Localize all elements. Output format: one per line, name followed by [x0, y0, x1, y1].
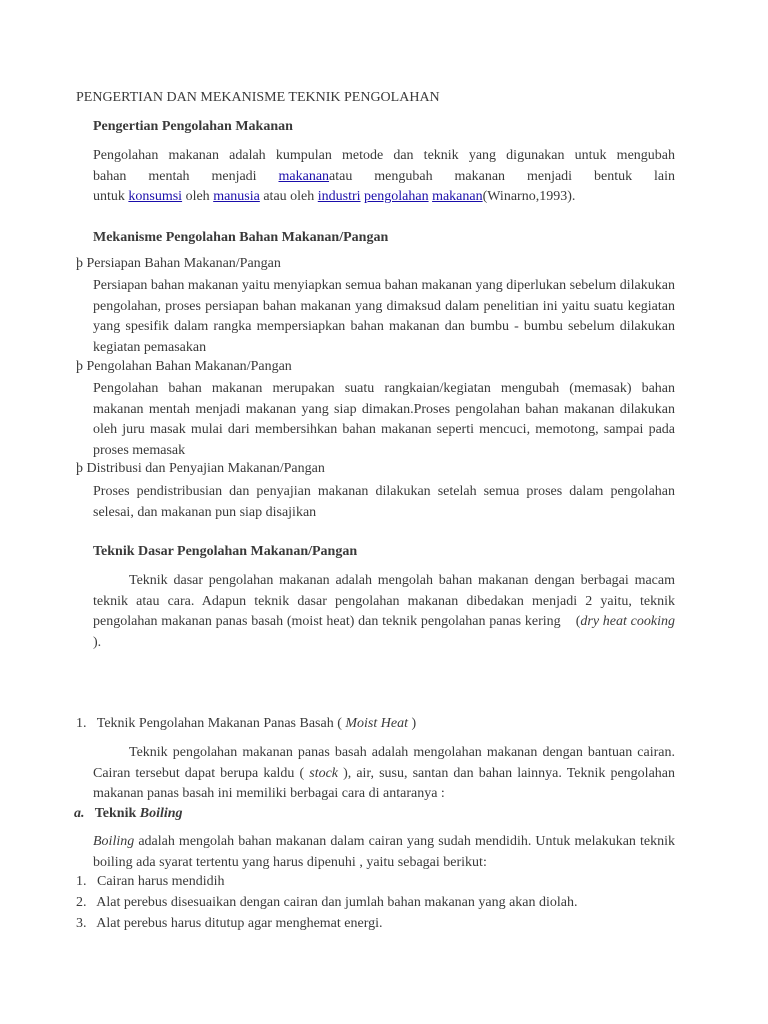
text-span: adalah mengolah bahan makanan dalam cairan yang sudah mendidih. Untuk melakukan teknik boiling ada syarat tertentu yang harus dipenuhi , yaitu sebagai berikut: — [93, 834, 675, 870]
link-industri[interactable]: industri — [317, 189, 361, 204]
checkbox-bullet-icon: þ — [76, 359, 83, 374]
numbered-heading — [76, 716, 416, 732]
bullet-title-text: Distribusi dan Penyajian Makanan/Pangan — [86, 461, 325, 476]
italic-term: dry heat cooking — [580, 614, 675, 629]
section-heading-teknik-dasar: Teknik Dasar Pengolahan Makanan/Pangan — [93, 544, 358, 559]
italic-term: Moist Heat — [345, 716, 408, 731]
text-span: atau oleh — [259, 189, 318, 204]
text-span: ). — [93, 634, 102, 650]
bullet-item-body: Proses pendistribusian dan penyajian makanan dilakukan setelah semua proses dalam pengolahan selesai, dan makanan pun siap disajikan — [93, 484, 675, 520]
list-item — [76, 895, 578, 911]
para-line — [93, 167, 675, 188]
bullet-item-body: Persiapan bahan makanan yaitu menyiapkan semua bahan makanan yang diperlukan sebelum dilakukan pengolahan, proses persiapan bahan makanan yang dimaksud dalam penelitian ini yaitu suatu kegiatan yang spesifik dalam rangka mempersiapkan bahan makanan dan bumbu - bumbu sebelum dilakukan kegiatan pemasakan — [93, 278, 675, 355]
link-makanan[interactable]: makanan — [278, 168, 330, 184]
link-makanan-2[interactable]: makanan — [432, 189, 483, 204]
text-span: untuk — [93, 189, 129, 204]
text-span: oleh — [182, 189, 214, 204]
paragraph-boiling — [93, 832, 675, 873]
text-span: Teknik dasar pengolahan makanan adalah mengolah bahan makanan dengan berbagai macam teknik atau cara. Adapun teknik dasar pengolahan makanan dibedakan menjadi 2 yaitu, teknik pengolahan makanan panas basah (moist heat) dan teknik pengolahan panas kering — [93, 573, 675, 629]
list-item-text: Cairan harus mendidih — [97, 874, 225, 889]
text-span: Teknik pengolahan makanan panas basah adalah mengolahan makanan dengan bantuan cairan. Cairan tersebut dapat berupa kaldu ( — [93, 745, 675, 781]
list-number: 1. — [76, 716, 87, 731]
list-number: 3. — [76, 916, 87, 931]
document-title: PENGERTIAN DAN MEKANISME TEKNIK PENGOLAHAN — [76, 90, 440, 105]
bullet-item-title — [76, 256, 281, 272]
para-line: Pengolahan makanan adalah kumpulan metode dan teknik yang digunakan untuk mengubah — [93, 148, 675, 163]
lettered-heading — [74, 806, 183, 822]
list-number: 2. — [76, 895, 87, 910]
bullet-item-title — [76, 461, 325, 477]
link-pengolahan[interactable]: pengolahan — [364, 189, 429, 204]
list-item — [76, 916, 383, 932]
text-span: Teknik Pengolahan Makanan Panas Basah ( — [96, 716, 346, 731]
text-span: (Winarno,1993). — [482, 189, 576, 204]
checkbox-bullet-icon: þ — [76, 461, 83, 476]
bullet-item-body: Pengolahan bahan makanan merupakan suatu rangkaian/kegiatan mengubah (memasak) bahan makanan mentah menjadi makanan yang siap dimakan.Proses pengolahan bahan makanan dilakukan oleh juru masak mulai dari membersihkan bahan makanan seperti mencuci, memotong, sampai pada proses memasak — [93, 381, 675, 458]
section-heading-mekanisme: Mekanisme Pengolahan Bahan Makanan/Pangan — [93, 230, 389, 245]
bullet-item-title — [76, 359, 292, 375]
italic-term: Boiling — [139, 806, 183, 821]
list-item — [76, 874, 225, 890]
text-span: atau mengubah makanan menjadi bentuk lain — [329, 168, 675, 184]
checkbox-bullet-icon: þ — [76, 256, 83, 271]
paragraph-panas-basah — [93, 743, 675, 805]
section-heading-pengertian: Pengertian Pengolahan Makanan — [93, 119, 293, 134]
paragraph-teknik-dasar: Teknik dasar pengolahan makanan adalah mengolah bahan makanan dengan berbagai macam teknik atau cara. Adapun teknik dasar pengolahan makanan dibedakan menjadi 2 yaitu, teknik pengolahan makanan panas basah (moist heat) dan teknik pengolahan panas kering (dry heat cooking ). — [93, 573, 675, 650]
list-letter: a. — [74, 806, 85, 821]
italic-term: stock — [309, 765, 339, 781]
italic-term: Boiling — [93, 834, 135, 849]
text-span: Teknik — [94, 806, 140, 821]
text-span: ), air, susu, santan dan bahan lainnya. Teknik pengolahan makanan panas basah ini memiliki berbagai cara di antaranya : — [93, 765, 675, 801]
bullet-title-text: Persiapan Bahan Makanan/Pangan — [86, 256, 281, 271]
link-manusia[interactable]: manusia — [213, 189, 260, 204]
text-span: bahan mentah menjadi — [93, 168, 279, 184]
link-konsumsi[interactable]: konsumsi — [128, 189, 183, 204]
list-item-text: Alat perebus disesuaikan dengan cairan dan jumlah bahan makanan yang akan diolah. — [96, 895, 578, 910]
bullet-title-text: Pengolahan Bahan Makanan/Pangan — [86, 359, 292, 374]
list-item-text: Alat perebus harus ditutup agar menghemat energi. — [96, 916, 383, 931]
para-line — [93, 187, 675, 208]
list-number: 1. — [76, 874, 87, 889]
text-span: ) — [407, 716, 417, 731]
paragraph-pengertian — [93, 146, 675, 208]
